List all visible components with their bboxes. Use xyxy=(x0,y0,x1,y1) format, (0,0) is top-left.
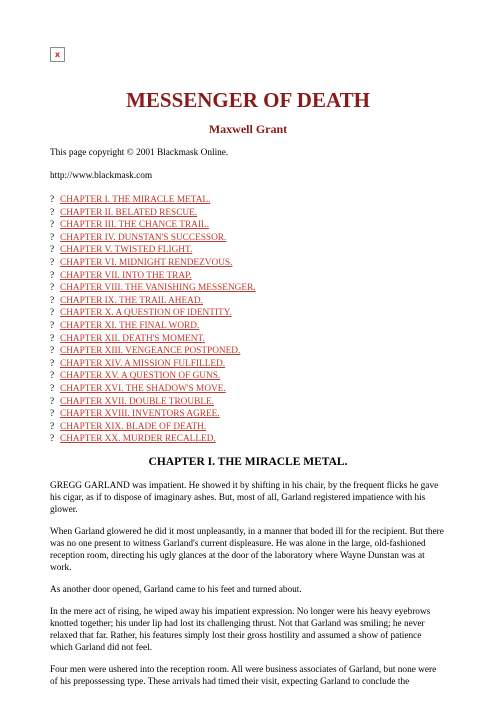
body-paragraph: As another door opened, Garland came to his feet and turned about. xyxy=(50,584,302,595)
toc-link[interactable]: CHAPTER XVII. DOUBLE TROUBLE. xyxy=(60,396,214,407)
toc-bullet: ? xyxy=(50,333,55,344)
toc-link[interactable]: CHAPTER XIV. A MISSION FULFILLED. xyxy=(60,358,226,369)
table-of-contents xyxy=(50,194,446,446)
toc-link[interactable]: CHAPTER III. THE CHANCE TRAIL. xyxy=(60,220,209,231)
toc-bullet: ? xyxy=(50,295,55,306)
toc-item xyxy=(50,433,446,446)
toc-link[interactable]: CHAPTER I. THE MIRACLE METAL. xyxy=(60,195,211,205)
body-paragraph: GREGG GARLAND was impatient. He showed it by shifting in his chair, by the frequent flicks he gave his cigar, as if to dispose of imaginary ashes. But, most of all, Garland registered impatience with his glower. xyxy=(50,480,439,515)
toc-link[interactable]: CHAPTER XIII. VENGEANCE POSTPONED. xyxy=(60,346,241,357)
broken-image-icon xyxy=(50,47,65,62)
toc-link[interactable]: CHAPTER VIII. THE VANISHING MESSENGER. xyxy=(60,283,256,294)
toc-bullet: ? xyxy=(50,358,55,369)
chapter-heading: CHAPTER I. THE MIRACLE METAL. xyxy=(148,455,348,468)
toc-bullet: ? xyxy=(50,308,55,319)
toc-item xyxy=(50,358,446,371)
body-paragraph: Four men were ushered into the reception room. All were business associates of Garland, but none were of his prepossessing type. These arrivals had timed their visit, expecting Garland to conclude the xyxy=(50,664,437,687)
body-paragraph: When Garland glowered he did it most unpleasantly, in a manner that boded ill for the recipient. But there was no one present to witness Garland's current displeasure. He was alone in the large, old-fashioned reception room, directing his ugly glances at the door of the laboratory where Wayne Dunstan was at work. xyxy=(50,526,444,573)
toc-link[interactable]: CHAPTER XVI. THE SHADOW'S MOVE. xyxy=(60,383,226,394)
toc-item xyxy=(50,270,446,283)
toc-link[interactable]: CHAPTER XIX. BLADE OF DEATH. xyxy=(60,421,207,432)
toc-item xyxy=(50,295,446,308)
toc-bullet: ? xyxy=(50,270,55,281)
image-alt-text: x xyxy=(54,50,61,59)
toc-bullet: ? xyxy=(50,245,55,256)
body-paragraph: In the mere act of rising, he wiped away his impatient expression. No longer were his heavy eyebrows knotted together; his under lip had lost its challenging thrust. Not that Garland was smiling; he never relaxed that far. Rather, his features simply lost their gross hostility and assumed a show of patience which Garland did not feel. xyxy=(50,606,431,653)
toc-link[interactable]: CHAPTER VI. MIDNIGHT RENDEZVOUS. xyxy=(60,257,233,268)
toc-item xyxy=(50,244,446,257)
toc-item xyxy=(50,232,446,245)
toc-item xyxy=(50,421,446,434)
toc-link[interactable]: CHAPTER II. BELATED RESCUE. xyxy=(60,207,198,218)
toc-bullet: ? xyxy=(50,220,55,231)
toc-item xyxy=(50,345,446,358)
toc-link[interactable]: CHAPTER XVIII. INVENTORS AGREE. xyxy=(60,409,220,420)
toc-link[interactable]: CHAPTER IV. DUNSTAN'S SUCCESSOR. xyxy=(60,232,227,243)
toc-bullet: ? xyxy=(50,346,55,357)
copyright-notice: This page copyright © 2001 Blackmask Online. xyxy=(50,148,229,158)
toc-item xyxy=(50,257,446,270)
toc-link[interactable]: CHAPTER XV. A QUESTION OF GUNS. xyxy=(60,371,221,382)
toc-item xyxy=(50,370,446,383)
chapter-body xyxy=(50,480,446,688)
toc-link[interactable]: CHAPTER X. A QUESTION OF IDENTITY. xyxy=(60,308,232,319)
document-page xyxy=(50,47,446,698)
toc-item xyxy=(50,219,446,232)
toc-link[interactable]: CHAPTER VII. INTO THE TRAP. xyxy=(60,270,192,281)
book-title: MESSENGER OF DEATH xyxy=(126,88,370,112)
toc-item xyxy=(50,194,446,207)
toc-item xyxy=(50,282,446,295)
toc-item xyxy=(50,383,446,396)
toc-bullet: ? xyxy=(50,232,55,243)
toc-link[interactable]: CHAPTER XX. MURDER RECALLED. xyxy=(60,434,216,445)
toc-bullet: ? xyxy=(50,257,55,268)
toc-bullet: ? xyxy=(50,383,55,394)
toc-item xyxy=(50,333,446,346)
toc-bullet: ? xyxy=(50,421,55,432)
toc-bullet: ? xyxy=(50,371,55,382)
toc-bullet: ? xyxy=(50,396,55,407)
toc-item xyxy=(50,408,446,421)
toc-bullet: ? xyxy=(50,195,55,205)
toc-bullet: ? xyxy=(50,283,55,294)
toc-link[interactable]: CHAPTER XII. DEATH'S MOMENT. xyxy=(60,333,205,344)
toc-bullet: ? xyxy=(50,434,55,445)
book-author: Maxwell Grant xyxy=(208,122,288,136)
toc-item xyxy=(50,320,446,333)
toc-bullet: ? xyxy=(50,320,55,331)
toc-item xyxy=(50,307,446,320)
toc-bullet: ? xyxy=(50,409,55,420)
toc-link[interactable]: CHAPTER V. TWISTED FLIGHT. xyxy=(60,245,193,256)
toc-bullet: ? xyxy=(50,207,55,218)
toc-item xyxy=(50,207,446,220)
toc-item xyxy=(50,396,446,409)
toc-link[interactable]: CHAPTER XI. THE FINAL WORD. xyxy=(60,320,200,331)
source-url: http://www.blackmask.com xyxy=(50,171,153,181)
toc-link[interactable]: CHAPTER IX. THE TRAIL AHEAD. xyxy=(60,295,203,306)
